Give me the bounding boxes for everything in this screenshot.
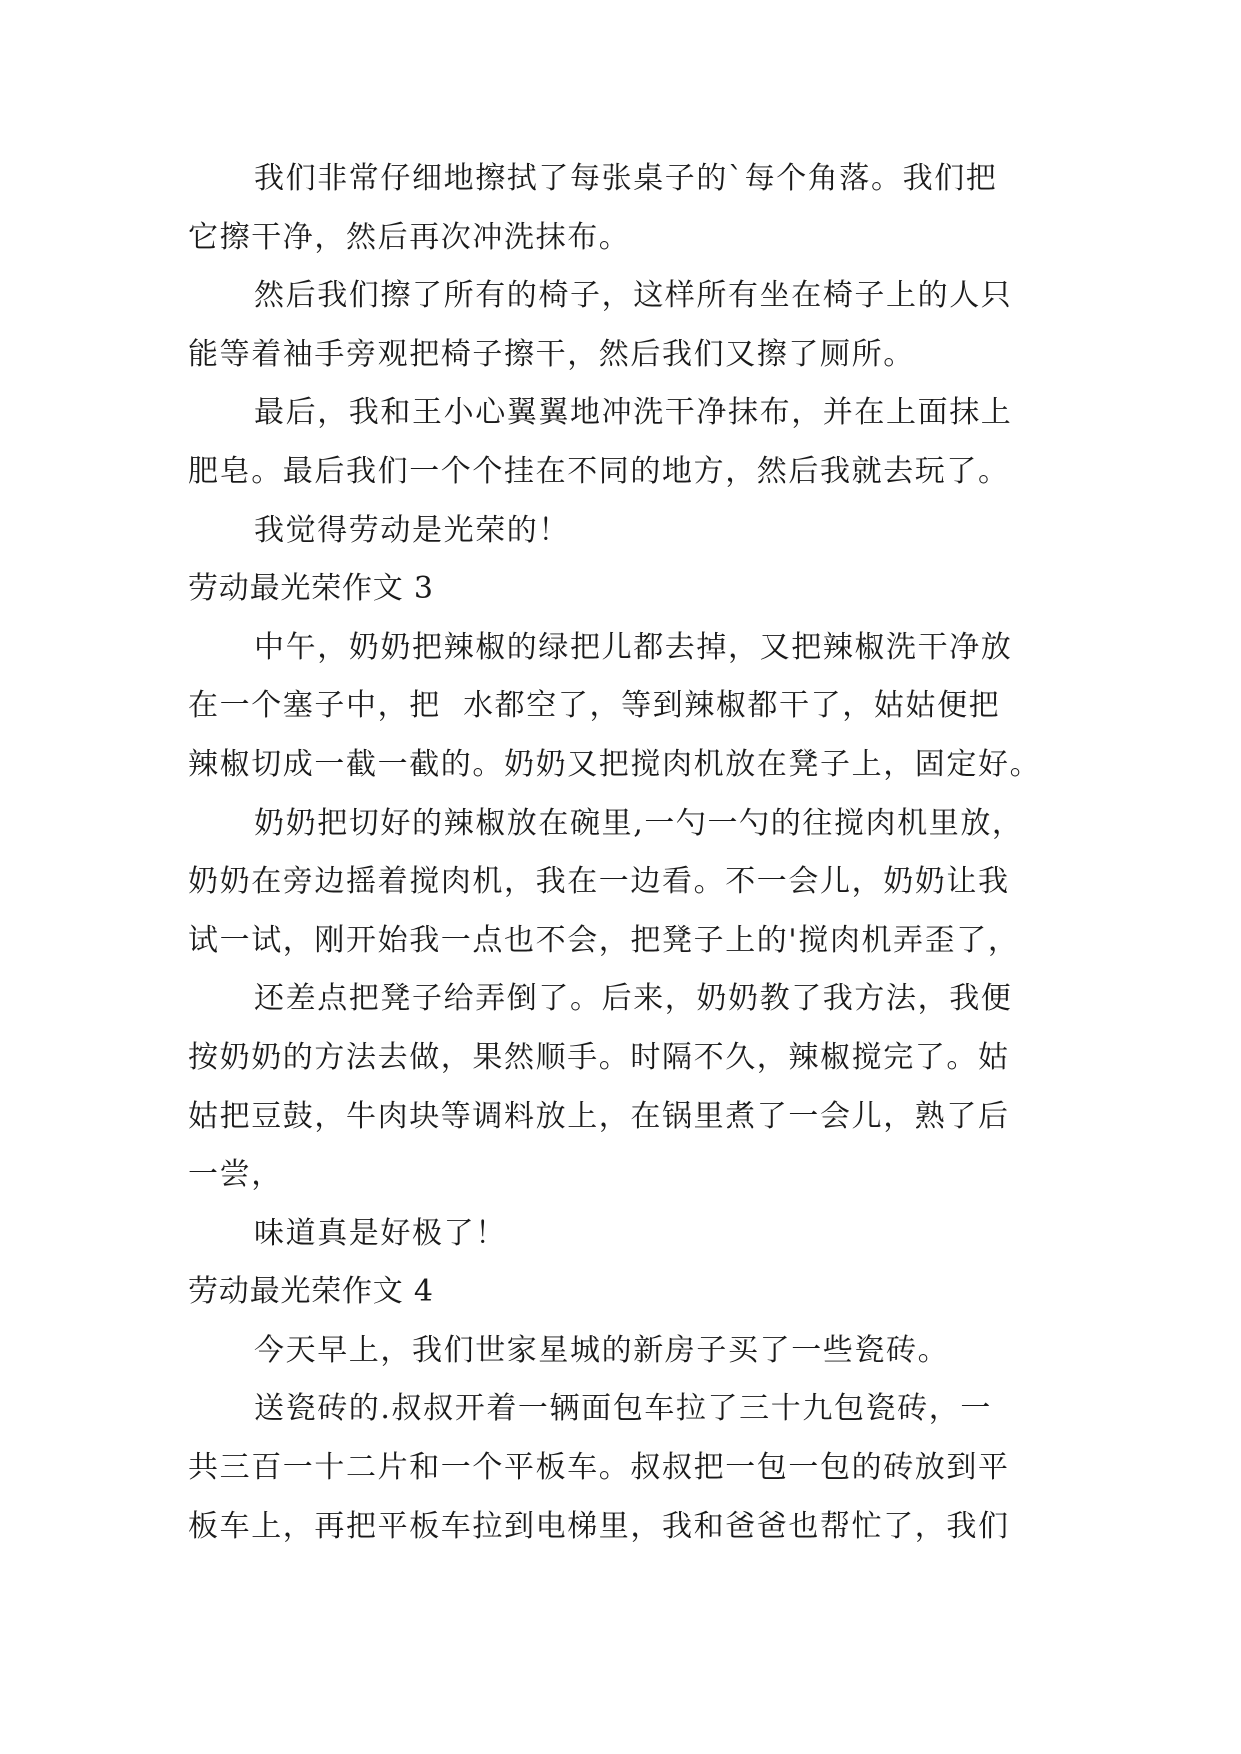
text-line: 试一试，刚开始我一点也不会，把凳子上的'搅肉机弄歪了， (188, 922, 1020, 958)
text-line: 我觉得劳动是光荣的！ (254, 512, 570, 548)
text-line: 能等着袖手旁观把椅子擦干，然后我们又擦了厕所。 (188, 336, 915, 372)
text-line: 奶奶把切好的辣椒放在碗里,一勺一勺的往搅肉机里放， (254, 805, 1024, 841)
text-line: 今天早上，我们世家星城的新房子买了一些瓷砖。 (254, 1332, 950, 1368)
text-line: 最后，我和王小心翼翼地冲洗干净抹布，并在上面抹上 (254, 395, 1013, 431)
text-line: 一尝， (188, 1157, 283, 1193)
text-line: 味道真是好极了！ (254, 1215, 507, 1251)
text-line: 送瓷砖的.叔叔开着一辆面包车拉了三十九包瓷砖，一 (254, 1391, 992, 1427)
text-line: 奶奶在旁边摇着搅肉机，我在一边看。不一会儿，奶奶让我 (188, 864, 1010, 900)
text-line: 肥皂。最后我们一个个挂在不同的地方，然后我就去玩了。 (188, 453, 1010, 489)
text-line: 然后我们擦了所有的椅子，这样所有坐在椅子上的人只 (254, 278, 1013, 314)
text-line: 板车上，再把平板车拉到电梯里，我和爸爸也帮忙了，我们 (188, 1508, 1010, 1544)
text-line: 在一个塞子中，把 水都空了，等到辣椒都干了，姑姑便把 (188, 688, 1001, 724)
text-line: 还差点把凳子给弄倒了。后来，奶奶教了我方法，我便 (254, 981, 1013, 1017)
section-heading: 劳动最光荣作文 3 (188, 571, 434, 607)
text-line: 它擦干净，然后再次冲洗抹布。 (188, 219, 631, 255)
section-heading: 劳动最光荣作文 4 (188, 1274, 434, 1310)
text-line: 按奶奶的方法去做，果然顺手。时隔不久，辣椒搅完了。姑 (188, 1039, 1010, 1075)
text-line: 姑把豆鼓，牛肉块等调料放上，在锅里煮了一会儿，熟了后 (188, 1098, 1010, 1134)
text-line: 我们非常仔细地擦拭了每张桌子的`每个角落。我们把 (254, 161, 998, 196)
text-line: 中午，奶奶把辣椒的绿把儿都去掉，又把辣椒洗干净放 (254, 629, 1013, 665)
text-line: 辣椒切成一截一截的。奶奶又把搅肉机放在凳子上，固定好。 (188, 746, 1042, 782)
text-line: 共三百一十二片和一个平板车。叔叔把一包一包的砖放到平 (188, 1450, 1010, 1486)
